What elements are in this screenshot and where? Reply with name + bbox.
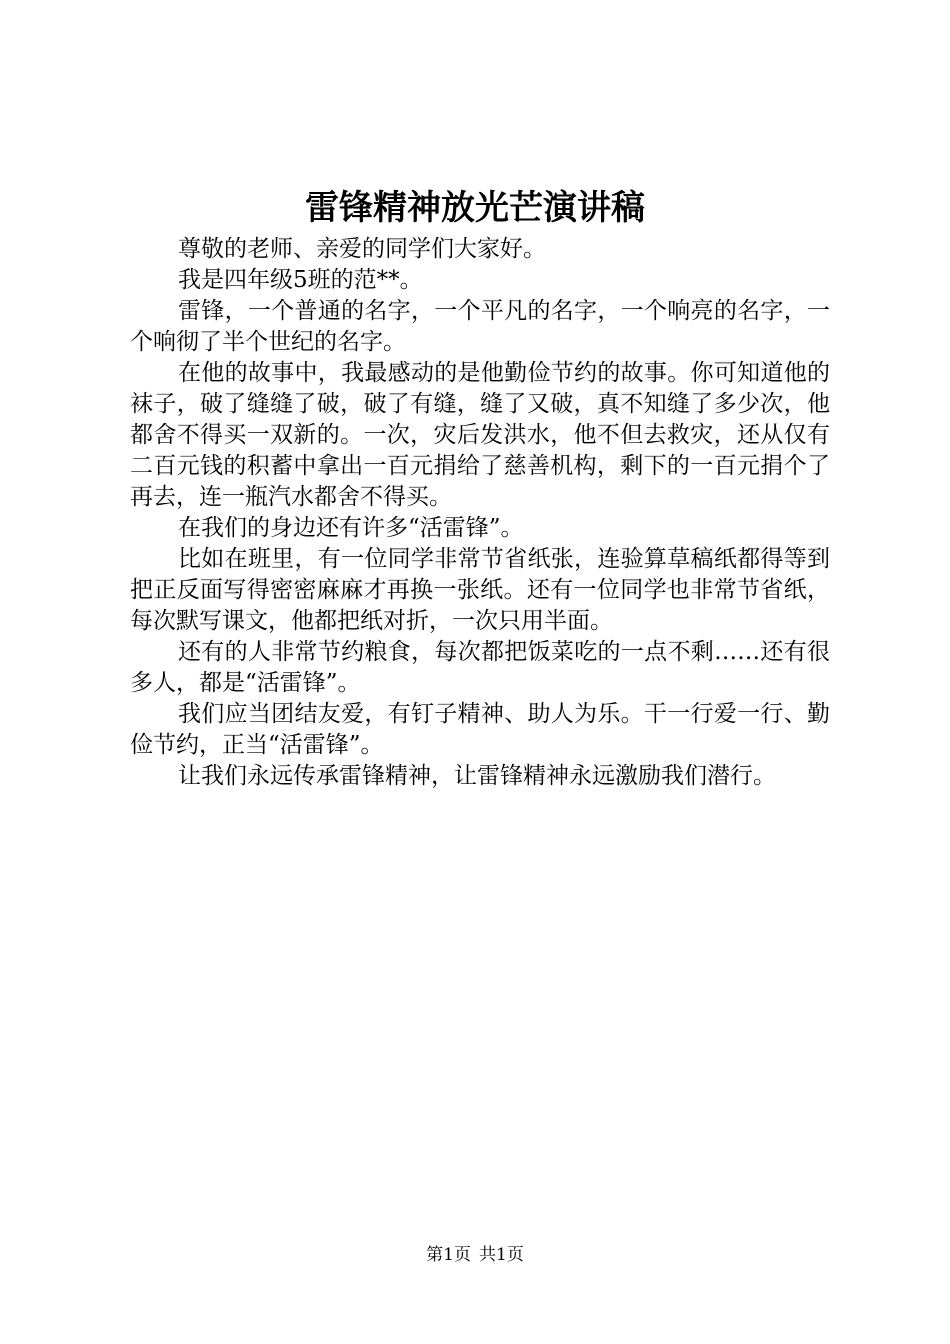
- page-total: 共1页: [479, 1245, 524, 1265]
- document-title: 雷锋精神放光芒演讲稿: [305, 188, 645, 228]
- paragraph-frugality-story: 在他的故事中，我最感动的是他勤俭节约的故事。你可知道他的袜子，破了缝缝了破，破了有缝，缝了又破，真不知缝了多少次，他都舍不得买一双新的。一次，灾后发洪水，他不但去救灾，还从仅有二百元钱的积蓄中拿出一百元捐给了慈善机构，剩下的一百元捐个了再去，连一瓶汽水都舍不得买。: [130, 360, 830, 510]
- paragraph-class-examples: 比如在班里，有一位同学非常节省纸张，连验算草稿纸都得等到把正反面写得密密麻麻才再换一张纸。还有一位同学也非常节省纸，每次默写课文，他都把纸对折，一次只用半面。: [130, 546, 830, 634]
- page-footer: [0, 1243, 950, 1267]
- paragraph-food-saving: 还有的人非常节约粮食，每次都把饭菜吃的一点不剩……还有很多人，都是“活雷锋”。: [130, 639, 830, 696]
- document-body: [130, 234, 830, 792]
- paragraph-living-leifeng: 在我们的身边还有许多“活雷锋”。: [178, 515, 524, 541]
- paragraph-introduction: 我是四年级5班的范**。: [178, 267, 423, 293]
- paragraph-call-to-action: 我们应当团结友爱，有钉子精神、助人为乐。干一行爱一行、勤俭节约，正当“活雷锋”。: [130, 701, 830, 758]
- paragraph-conclusion: 让我们永远传承雷锋精神，让雷锋精神永远激励我们潜行。: [178, 763, 776, 789]
- paragraph-name-meaning: 雷锋，一个普通的名字，一个平凡的名字，一个响亮的名字，一个响彻了半个世纪的名字。: [130, 298, 830, 355]
- paragraph-greeting: 尊敬的老师、亲爱的同学们大家好。: [178, 236, 546, 262]
- page-number: 第1页: [426, 1245, 471, 1265]
